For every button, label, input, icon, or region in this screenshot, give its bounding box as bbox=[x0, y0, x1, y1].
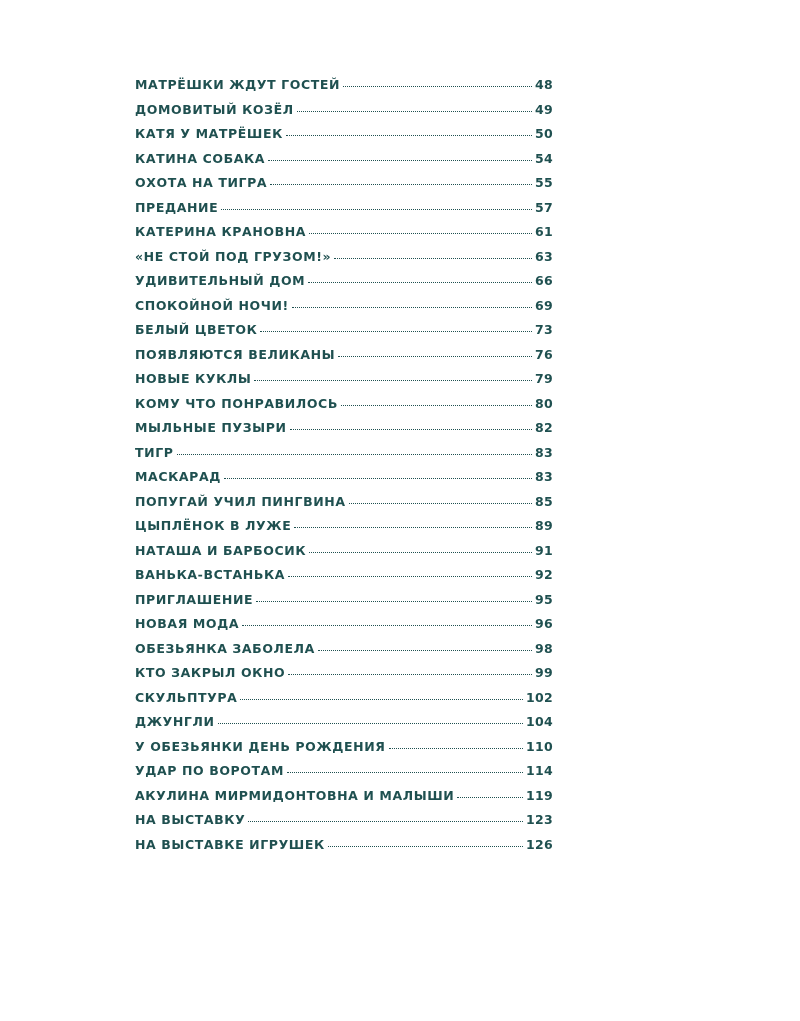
toc-entry-page-number: 50 bbox=[535, 126, 553, 141]
toc-entry-title: МАТРЁШКИ ЖДУТ ГОСТЕЙ bbox=[135, 77, 341, 92]
toc-entry[interactable] bbox=[135, 420, 553, 445]
toc-entry[interactable] bbox=[135, 469, 553, 494]
dot-leader bbox=[260, 331, 532, 332]
toc-entry-title: КАТИНА СОБАКА bbox=[135, 150, 266, 166]
dot-leader bbox=[248, 821, 523, 822]
toc-entry-title: НАТАША И БАРБОСИК bbox=[135, 542, 307, 558]
toc-entry-page-number: 66 bbox=[535, 273, 553, 288]
toc-entry-title: НОВАЯ МОДА bbox=[135, 616, 240, 631]
toc-entry-title: КОМУ ЧТО ПОНРАВИЛОСЬ bbox=[135, 395, 338, 411]
toc-entry-title: КТО ЗАКРЫЛ ОКНО bbox=[135, 665, 286, 680]
toc-entry-title: ЦЫПЛЁНОК В ЛУЖЕ bbox=[135, 518, 292, 533]
toc-entry[interactable] bbox=[135, 200, 553, 225]
toc-entry-title: УДАР ПО ВОРОТАМ bbox=[135, 763, 284, 778]
dot-leader bbox=[221, 209, 532, 210]
dot-leader bbox=[254, 380, 532, 381]
dot-leader bbox=[287, 772, 523, 773]
dot-leader bbox=[309, 233, 532, 234]
toc-entry[interactable] bbox=[135, 322, 553, 347]
toc-entry[interactable] bbox=[135, 249, 553, 274]
toc-entry-title: ТИГР bbox=[135, 444, 174, 460]
toc-entry-title: ОХОТА НА ТИГРА bbox=[135, 175, 268, 190]
toc-entry-page-number: 55 bbox=[535, 175, 553, 190]
dot-leader bbox=[338, 356, 532, 357]
toc-entry[interactable] bbox=[135, 371, 553, 396]
toc-entry[interactable] bbox=[135, 837, 553, 862]
toc-entry[interactable] bbox=[135, 77, 553, 102]
dot-leader bbox=[288, 674, 532, 675]
toc-entry-title: НА ВЫСТАВКУ bbox=[135, 812, 246, 827]
toc-entry[interactable] bbox=[135, 641, 553, 666]
toc-entry-title: КАТЯ У МАТРЁШЕК bbox=[135, 126, 283, 141]
toc-entry[interactable] bbox=[135, 175, 553, 200]
toc-entry-title: НОВЫЕ КУКЛЫ bbox=[135, 371, 252, 386]
toc-entry-page-number: 76 bbox=[535, 346, 553, 362]
toc-entry-page-number: 119 bbox=[526, 787, 553, 803]
toc-entry[interactable] bbox=[135, 763, 553, 788]
dot-leader bbox=[286, 135, 532, 136]
toc-entry[interactable] bbox=[135, 665, 553, 690]
dot-leader bbox=[240, 699, 523, 700]
dot-leader bbox=[341, 405, 532, 406]
toc-entry-page-number: 126 bbox=[526, 836, 553, 852]
toc-entry-page-number: 92 bbox=[535, 567, 553, 582]
toc-entry[interactable] bbox=[135, 347, 553, 372]
toc-entry-page-number: 73 bbox=[535, 322, 553, 337]
dot-leader bbox=[349, 503, 532, 504]
toc-entry-page-number: 49 bbox=[535, 101, 553, 117]
toc-entry-page-number: 104 bbox=[526, 714, 553, 729]
toc-entry-page-number: 57 bbox=[535, 199, 553, 215]
toc-entry[interactable] bbox=[135, 714, 553, 739]
dot-leader bbox=[294, 527, 532, 528]
toc-entry[interactable] bbox=[135, 126, 553, 151]
toc-entry-title: «НЕ СТОЙ ПОД ГРУЗОМ!» bbox=[135, 248, 332, 264]
toc-entry-page-number: 98 bbox=[535, 640, 553, 656]
toc-entry[interactable] bbox=[135, 812, 553, 837]
toc-entry-title: МАСКАРАД bbox=[135, 469, 221, 484]
dot-leader bbox=[343, 86, 532, 87]
dot-leader bbox=[292, 307, 532, 308]
toc-entry[interactable] bbox=[135, 567, 553, 592]
toc-entry-title: ПОЯВЛЯЮТСЯ ВЕЛИКАНЫ bbox=[135, 346, 336, 362]
toc-entry[interactable] bbox=[135, 788, 553, 813]
toc-entry-page-number: 95 bbox=[535, 591, 553, 607]
toc-entry-page-number: 91 bbox=[535, 542, 553, 558]
toc-entry-title: АКУЛИНА МИРМИДОНТОВНА И МАЛЫШИ bbox=[135, 787, 455, 803]
toc-entry[interactable] bbox=[135, 445, 553, 470]
toc-entry-page-number: 99 bbox=[535, 665, 553, 680]
toc-entry[interactable] bbox=[135, 592, 553, 617]
toc-entry-page-number: 48 bbox=[535, 77, 553, 92]
toc-entry-title: ДЖУНГЛИ bbox=[135, 714, 215, 729]
toc-entry[interactable] bbox=[135, 543, 553, 568]
toc-entry[interactable] bbox=[135, 396, 553, 421]
toc-entry-title: ПРЕДАНИЕ bbox=[135, 199, 219, 215]
toc-entry[interactable] bbox=[135, 518, 553, 543]
dot-leader bbox=[318, 650, 532, 651]
dot-leader bbox=[224, 478, 532, 479]
dot-leader bbox=[308, 282, 532, 283]
toc-entry-title: ПОПУГАЙ УЧИЛ ПИНГВИНА bbox=[135, 493, 346, 509]
dot-leader bbox=[270, 184, 532, 185]
toc-entry-page-number: 54 bbox=[535, 150, 553, 166]
toc-entry-page-number: 114 bbox=[526, 763, 553, 778]
toc-entry-page-number: 102 bbox=[526, 689, 553, 705]
toc-entry-page-number: 61 bbox=[535, 224, 553, 239]
toc-entry-page-number: 69 bbox=[535, 297, 553, 313]
toc-entry-title: МЫЛЬНЫЕ ПУЗЫРИ bbox=[135, 420, 287, 435]
toc-entry-page-number: 123 bbox=[526, 812, 553, 827]
toc-entry-title: ВАНЬКА-ВСТАНЬКА bbox=[135, 567, 286, 582]
dot-leader bbox=[297, 111, 532, 112]
toc-entry-title: ДОМОВИТЫЙ КОЗЁЛ bbox=[135, 101, 294, 117]
toc-entry[interactable] bbox=[135, 616, 553, 641]
toc-entry-page-number: 85 bbox=[535, 493, 553, 509]
toc-entry-page-number: 63 bbox=[535, 248, 553, 264]
toc-entry[interactable] bbox=[135, 494, 553, 519]
toc-entry[interactable] bbox=[135, 102, 553, 127]
dot-leader bbox=[389, 748, 523, 749]
dot-leader bbox=[457, 797, 523, 798]
toc-entry-title: НА ВЫСТАВКЕ ИГРУШЕК bbox=[135, 836, 325, 852]
dot-leader bbox=[242, 625, 532, 626]
dot-leader bbox=[268, 160, 532, 161]
dot-leader bbox=[256, 601, 532, 602]
toc-entry-page-number: 82 bbox=[535, 420, 553, 435]
toc-entry-title: У ОБЕЗЬЯНКИ ДЕНЬ РОЖДЕНИЯ bbox=[135, 738, 386, 754]
toc-entry-page-number: 89 bbox=[535, 518, 553, 533]
table-of-contents bbox=[135, 77, 553, 861]
toc-entry-title: ПРИГЛАШЕНИЕ bbox=[135, 591, 254, 607]
toc-entry-title: СКУЛЬПТУРА bbox=[135, 689, 238, 705]
toc-entry[interactable] bbox=[135, 298, 553, 323]
toc-entry-title: КАТЕРИНА КРАНОВНА bbox=[135, 224, 307, 239]
toc-entry-page-number: 110 bbox=[526, 738, 553, 754]
toc-entry[interactable] bbox=[135, 273, 553, 298]
dot-leader bbox=[290, 429, 532, 430]
toc-entry[interactable] bbox=[135, 224, 553, 249]
dot-leader bbox=[288, 576, 532, 577]
toc-entry-page-number: 80 bbox=[535, 395, 553, 411]
dot-leader bbox=[309, 552, 532, 553]
toc-entry[interactable] bbox=[135, 690, 553, 715]
dot-leader bbox=[177, 454, 532, 455]
toc-entry-title: УДИВИТЕЛЬНЫЙ ДОМ bbox=[135, 273, 306, 288]
dot-leader bbox=[334, 258, 532, 259]
toc-entry-title: ОБЕЗЬЯНКА ЗАБОЛЕЛА bbox=[135, 640, 315, 656]
toc-entry-title: СПОКОЙНОЙ НОЧИ! bbox=[135, 297, 289, 313]
toc-entry-page-number: 79 bbox=[535, 371, 553, 386]
toc-entry[interactable] bbox=[135, 739, 553, 764]
toc-entry-page-number: 83 bbox=[535, 469, 553, 484]
toc-entry-title: БЕЛЫЙ ЦВЕТОК bbox=[135, 322, 258, 337]
dot-leader bbox=[328, 846, 523, 847]
toc-entry[interactable] bbox=[135, 151, 553, 176]
toc-entry-page-number: 83 bbox=[535, 444, 553, 460]
toc-entry-page-number: 96 bbox=[535, 616, 553, 631]
dot-leader bbox=[218, 723, 523, 724]
